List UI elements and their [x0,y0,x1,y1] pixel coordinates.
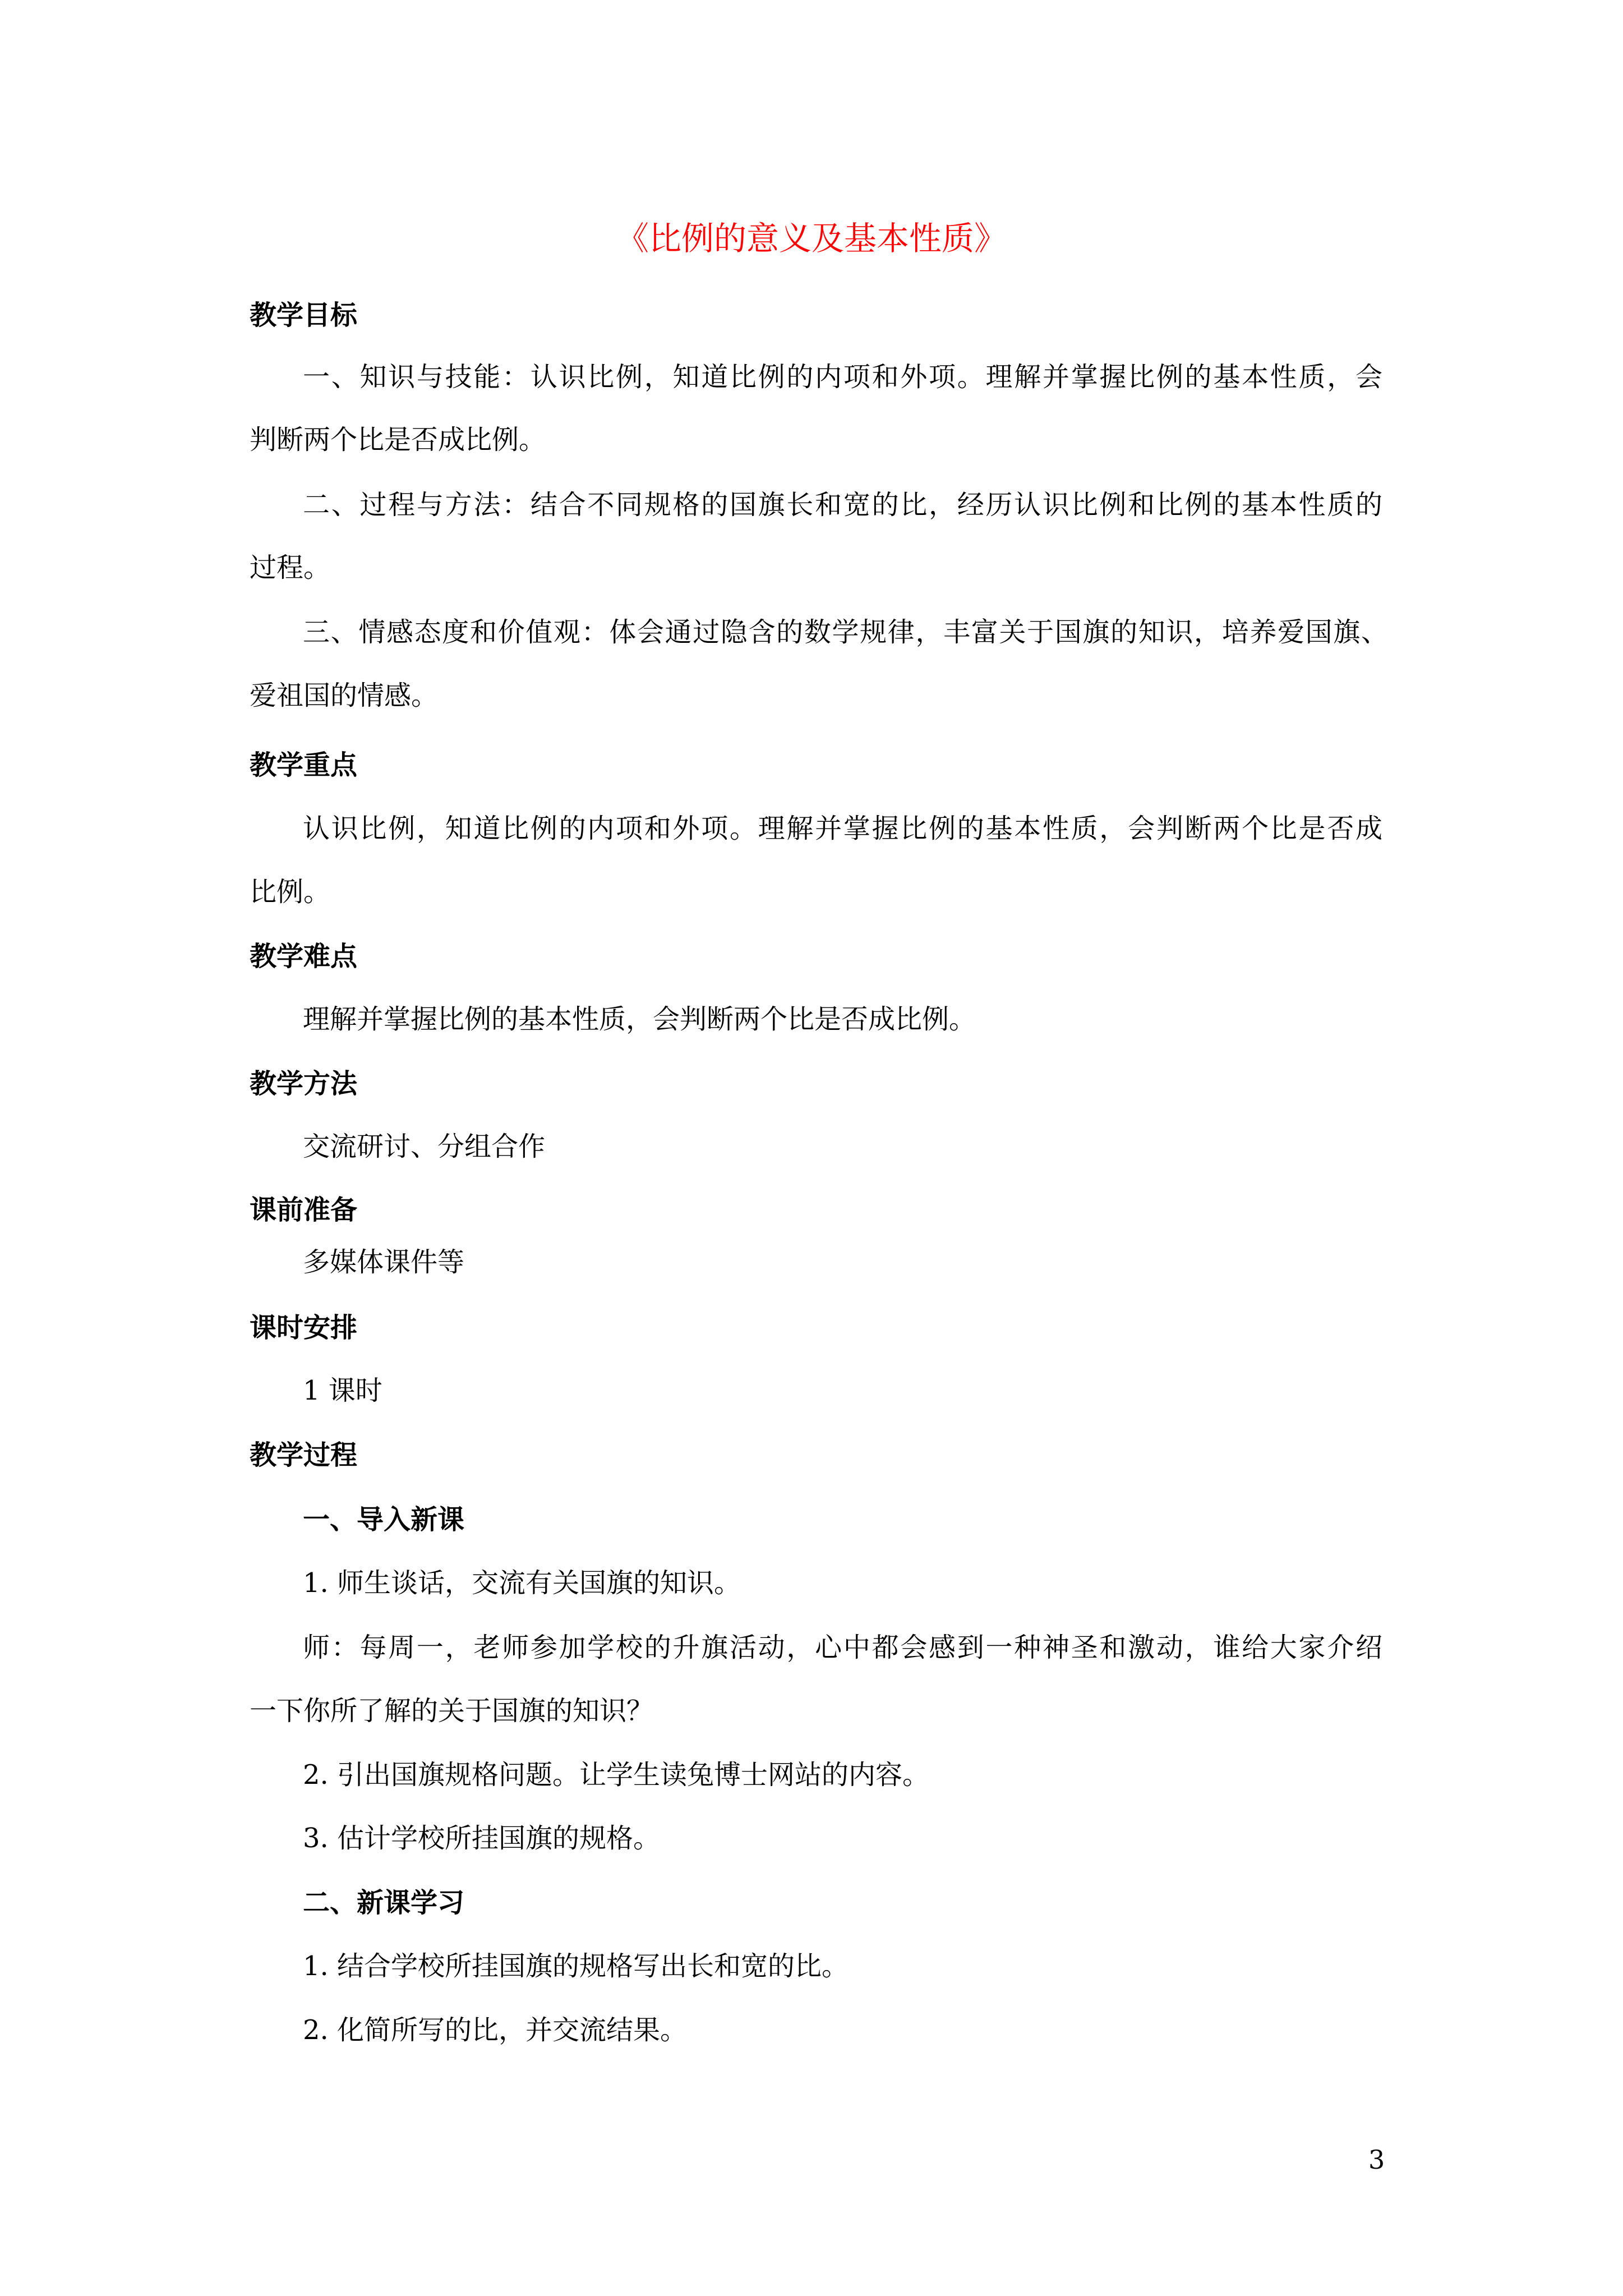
objective-3-line-1: 三、情感态度和价值观：体会通过隐含的数学规律，丰富关于国旗的知识，培养爱国旗、 [303,616,1388,648]
key-points-heading: 教学重点 [250,749,358,781]
methods-text: 交流研讨、分组合作 [303,1131,546,1162]
process-part-2-item-1: 1. 结合学校所挂国旗的规格写出长和宽的比。 [303,1950,849,1982]
objective-2-line-2: 过程。 [250,552,331,583]
objective-2-line-1: 二、过程与方法：结合不同规格的国旗长和宽的比，经历认识比例和比例的基本性质的 [303,489,1382,521]
objective-1-line-1: 一、知识与技能：认识比例，知道比例的内项和外项。理解并掌握比例的基本性质，会 [303,361,1382,393]
process-teacher-line-2: 一下你所了解的关于国旗的知识？ [250,1695,654,1727]
document-title: 《比例的意义及基本性质》 [616,219,1007,257]
preparation-heading: 课前准备 [250,1194,358,1226]
objective-3-line-2: 爱祖国的情感。 [250,680,439,711]
difficulties-heading: 教学难点 [250,941,358,972]
difficulties-text: 理解并掌握比例的基本性质，会判断两个比是否成比例。 [303,1004,976,1035]
process-part-2-item-2: 2. 化简所写的比，并交流结果。 [303,2014,688,2046]
process-heading: 教学过程 [250,1439,358,1471]
objectives-heading: 教学目标 [250,300,358,331]
schedule-text: 1 课时 [303,1375,382,1406]
preparation-text: 多媒体课件等 [303,1246,465,1278]
process-part-1-heading: 一、导入新课 [303,1504,465,1535]
methods-heading: 教学方法 [250,1068,358,1099]
key-points-line-2: 比例。 [250,876,331,908]
process-part-1-item-2: 2. 引出国旗规格问题。让学生读兔博士网站的内容。 [303,1759,930,1791]
page-number: 3 [1368,2145,1385,2175]
process-part-2-heading: 二、新课学习 [303,1887,465,1918]
objective-1-line-2: 判断两个比是否成比例。 [250,424,546,455]
key-points-line-1: 认识比例，知道比例的内项和外项。理解并掌握比例的基本性质，会判断两个比是否成 [303,813,1382,844]
process-part-1-item-3: 3. 估计学校所挂国旗的规格。 [303,1823,661,1854]
process-part-1-item-1: 1. 师生谈话，交流有关国旗的知识。 [303,1567,741,1599]
schedule-heading: 课时安排 [250,1312,358,1343]
process-teacher-line-1: 师：每周一，老师参加学校的升旗活动，心中都会感到一种神圣和激动，谁给大家介绍 [303,1632,1382,1663]
